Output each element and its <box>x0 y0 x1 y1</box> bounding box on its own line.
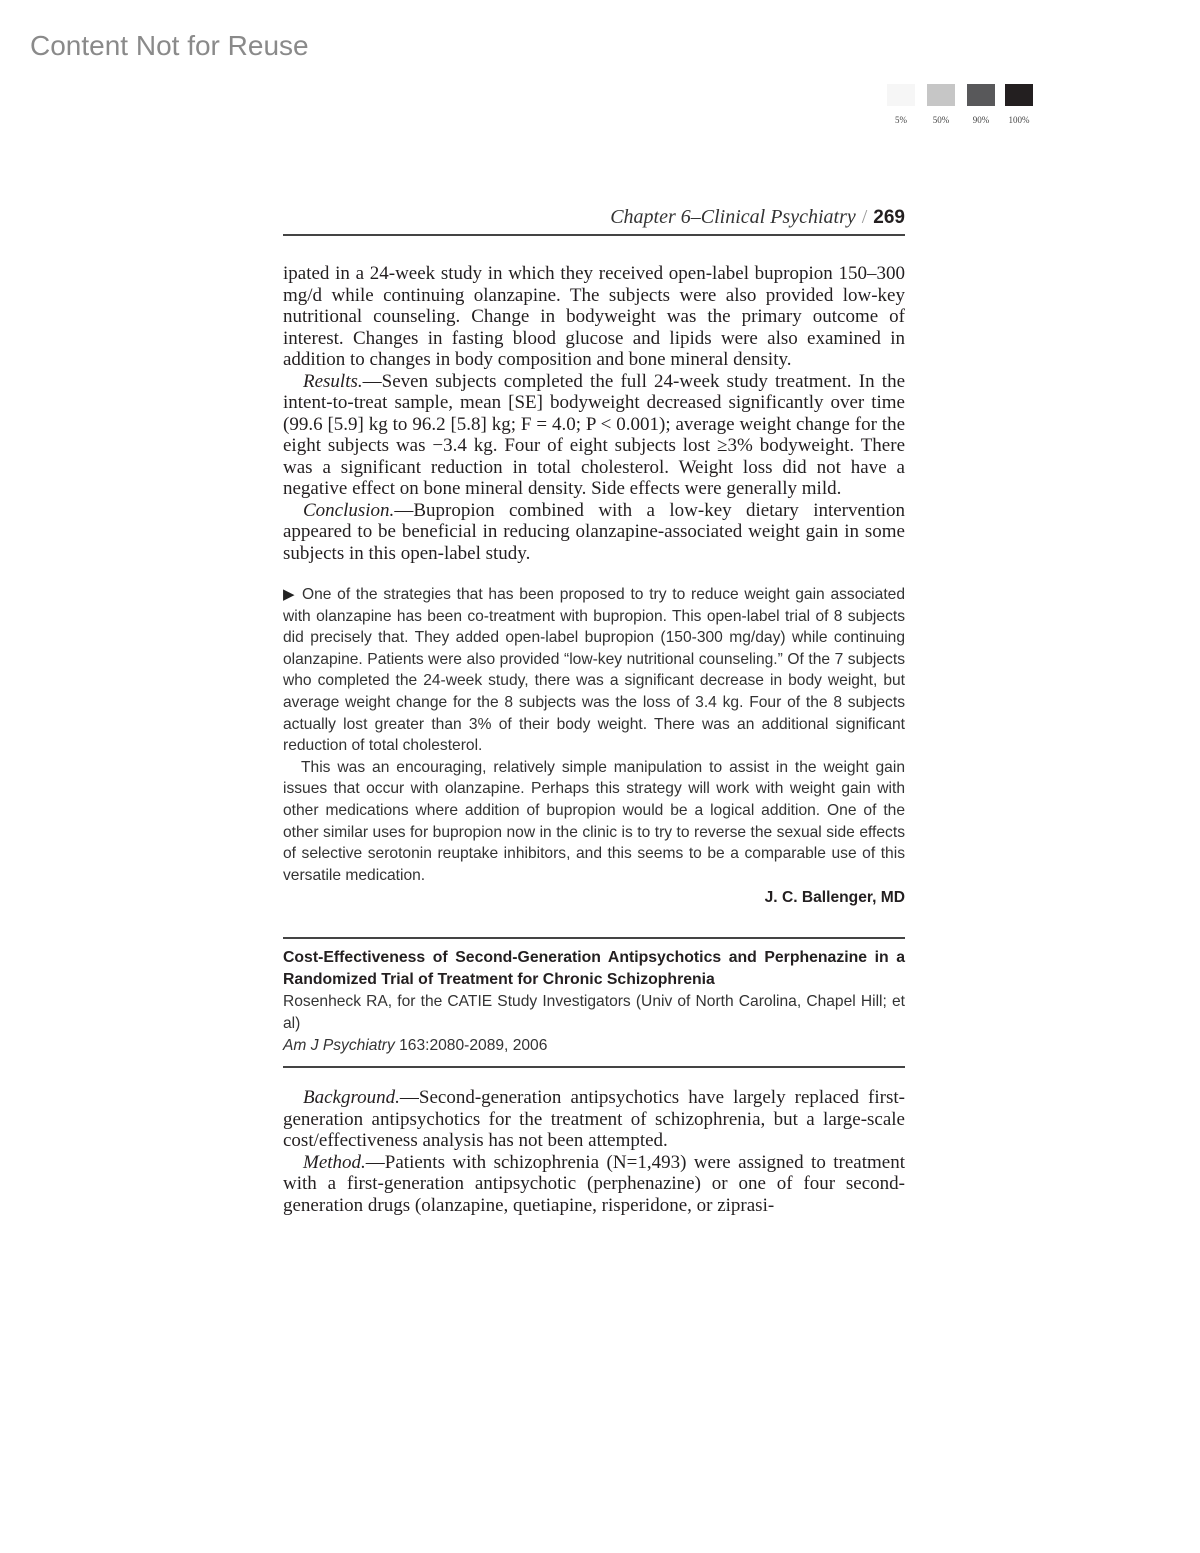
commentary-author: J. C. Ballenger, MD <box>764 889 905 907</box>
conclusion-label: Conclusion. <box>303 499 395 521</box>
color-calibration-bar <box>887 84 1037 128</box>
article-header <box>283 939 905 1068</box>
commentary-paragraph-1 <box>283 584 905 757</box>
article-title: Cost-Effectiveness of Second-Generation Antipsychotics and Perphenazine in a Randomized Trial of Treatment for Chronic Schizophrenia <box>283 949 905 989</box>
page <box>283 200 905 1216</box>
journal-name: Am J Psychiatry <box>283 1036 395 1054</box>
journal-citation: 163:2080-2089, 2006 <box>394 1036 548 1054</box>
swatch-label-5: 5% <box>895 115 907 125</box>
swatch-label-50: 50% <box>932 115 950 125</box>
header-separator: / <box>861 206 868 228</box>
article-citation <box>283 1035 905 1057</box>
background-label: Background. <box>303 1087 400 1109</box>
swatch-100 <box>1005 84 1033 106</box>
swatch-label-90: 90% <box>972 115 990 125</box>
results-label: Results. <box>303 370 363 392</box>
triangle-bullet-icon: ▶ <box>283 586 296 603</box>
conclusion-paragraph <box>283 500 905 565</box>
method-label: Method. <box>303 1151 366 1173</box>
article-authors: Rosenheck RA, for the CATIE Study Investigators (Univ of North Carolina, Chapel Hill; et al) <box>283 993 905 1032</box>
swatch-label-100: 100% <box>1008 115 1030 125</box>
conclusion-text: —Bupropion combined with a low-key dietary intervention appeared to be beneficial in reducing olanzapine-associated weight gain in some subjects in this open-label study. <box>283 499 905 564</box>
method-text: —Patients with schizophrenia (N=1,493) were assigned to treatment with a first-generation antipsychotic (perphenazine) or one of four second-generation drugs (olanzapine, quetiapine, risperidone, or ziprasi- <box>283 1151 905 1216</box>
background-paragraph <box>283 1087 905 1152</box>
results-text: —Seven subjects completed the full 24-week study treatment. In the intent-to-treat sample, mean [SE] bodyweight decreased significantly over time (99.6 [5.9] kg to 96.2 [5.8] kg; F = 4.0; P < 0.001); average weight change for the eight subjects was −3.4 kg. Four of eight subjects lost ≥3% bodyweight. There was a significant reduction in total cholesterol. Weight loss did not have a negative effect on bone mineral density. Side effects were generally mild. <box>283 370 905 499</box>
swatch-90 <box>967 84 995 106</box>
watermark: Content Not for Reuse <box>30 30 309 61</box>
swatch-50 <box>927 84 955 106</box>
abstract-2 <box>283 1087 905 1216</box>
chapter-title: Chapter 6–Clinical Psychiatry <box>610 206 856 228</box>
abstract-continuation <box>283 263 905 564</box>
method-paragraph <box>283 1152 905 1217</box>
page-number: 269 <box>873 207 905 228</box>
method-continuation: ipated in a 24-week study in which they received open-label bupropion 150–300 mg/d while continuing olanzapine. The subjects were also provided low-key nutritional counseling. Change in bodyweight was the primary outcome of interest. Changes in fasting blood glucose and lipids were also examined in addition to changes in body composition and bone mineral density. <box>283 263 905 370</box>
running-head <box>283 200 905 236</box>
results-paragraph <box>283 371 905 500</box>
swatch-5 <box>887 84 915 106</box>
background-text: —Second-generation antipsychotics have largely replaced first-generation antipsychotics for the treatment of schizophrenia, but a large-scale cost/effectiveness analysis has not been attempted. <box>283 1087 905 1152</box>
commentary <box>283 584 905 908</box>
commentary-text-1: One of the strategies that has been proposed to try to reduce weight gain associated with olanzapine has been co-treatment with bupropion. This open-label trial of 8 subjects did precisely that. They added open-label bupropion (150-300 mg/day) while continuing olanzapine. Patients were also provided “low-key nutritional counseling.” Of the 7 subjects who completed the 24-week study, there was a significant decrease in body weight, but average weight change for the 8 subjects was the loss of 3.4 kg. Four of the 8 subjects actually lost greater than 3% of their body weight. There was an additional significant reduction of total cholesterol. <box>283 586 905 755</box>
commentary-paragraph-2: This was an encouraging, relatively simple manipulation to assist in the weight gain issues that occur with olanzapine. Perhaps this strategy will work with weight gain with other medications where addition of bupropion would be a logical addition. One of the other similar uses for bupropion now in the clinic is to try to reverse the sexual side effects of selective serotonin reuptake inhibitors, and this seems to be a comparable use of this versatile medication. <box>283 758 905 884</box>
